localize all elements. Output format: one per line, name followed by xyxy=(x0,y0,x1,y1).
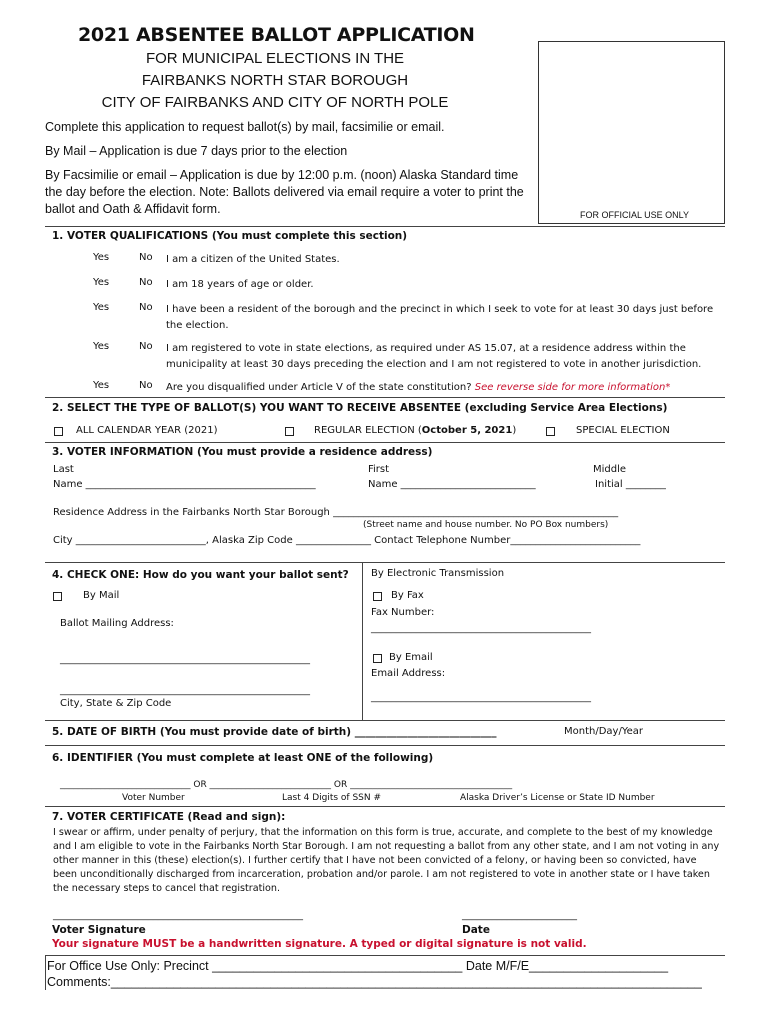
q3-text: I have been a resident of the borough and the precinct in which I seek to vote for at least 30 days just before the election. xyxy=(166,304,714,331)
first-name-field[interactable]: Name ___________________________ xyxy=(368,479,536,490)
divider xyxy=(45,442,725,443)
ssn-label: Last 4 Digits of SSN # xyxy=(282,793,382,803)
q5-no[interactable]: No xyxy=(139,380,153,391)
signature-line[interactable]: __________________________________________________ xyxy=(53,910,303,921)
city-zip-phone-field[interactable]: City __________________________, Alaska Zip Code _______________ Contact Telephone Number__________________________ xyxy=(53,535,641,546)
first-label: First xyxy=(368,464,390,475)
regular-election-date: October 5, 2021 xyxy=(421,425,513,436)
office-use-precinct: For Office Use Only: Precinct ____________________________________ Date M/F/E____________________ xyxy=(47,959,669,973)
footer-left-border xyxy=(45,955,46,990)
q2-text: I am 18 years of age or older. xyxy=(166,279,314,290)
q1-yes[interactable]: Yes xyxy=(93,252,110,263)
dob-format-label: Month/Day/Year xyxy=(564,726,643,737)
residence-note: (Street name and house number. No PO Box numbers) xyxy=(363,520,609,530)
voter-signature-label: Voter Signature xyxy=(52,924,146,936)
section-4-heading: 4. CHECK ONE: How do you want your ballot sent? xyxy=(52,569,349,581)
section-7-heading: 7. VOTER CERTIFICATE (Read and sign): xyxy=(52,811,286,823)
by-fax-label: By Fax xyxy=(391,590,424,601)
q5-note: See reverse side for more information* xyxy=(474,382,671,393)
q5-text xyxy=(166,380,726,396)
certificate-text: I swear or affirm, under penalty of perjury, that the information on this form is true, accurate, and complete to the best of my knowledge and I am eligible to vote in the Fairbanks North Star Borough. I am not requesting a ballot from any other state, and I am not voting in any other manner in this (these) election(s). I further certify that I have not been convicted of a felony, or having been so convicted, have been unconditionally discharged from incarceration, probation and/or parole. I am not registered to vote in another state or I have taken the necessary steps to cancel that registration. xyxy=(53,827,720,894)
by-mail-checkbox[interactable] xyxy=(53,592,62,601)
q2-yes[interactable]: Yes xyxy=(93,277,110,288)
middle-initial-field[interactable]: Initial ________ xyxy=(595,479,666,490)
section-5-heading[interactable]: 5. DATE OF BIRTH (You must provide date of birth) ___________________________ xyxy=(52,726,497,738)
q5-yes[interactable]: Yes xyxy=(93,380,110,391)
section-1-heading: 1. VOTER QUALIFICATIONS (You must complete this section) xyxy=(52,230,408,242)
residence-address-field[interactable]: Residence Address in the Fairbanks North Star Borough _________________________________________________________ xyxy=(53,507,619,518)
q1-text: I am a citizen of the United States. xyxy=(166,254,340,265)
city-state-zip-field[interactable]: __________________________________________________ xyxy=(60,685,310,696)
fax-number-label: Fax Number: xyxy=(371,607,435,618)
regular-election-checkbox[interactable] xyxy=(285,427,294,436)
special-election-checkbox[interactable] xyxy=(546,427,555,436)
divider xyxy=(45,955,725,956)
last-name-field[interactable]: Name ______________________________________________ xyxy=(53,479,316,490)
all-calendar-year-label: ALL CALENDAR YEAR (2021) xyxy=(76,425,218,436)
by-email-checkbox[interactable] xyxy=(373,654,382,663)
subtitle-line-2: FAIRBANKS NORTH STAR BOROUGH xyxy=(141,72,409,89)
form-title: 2021 ABSENTEE BALLOT APPLICATION xyxy=(78,24,475,46)
q4-yes[interactable]: Yes xyxy=(93,341,110,352)
q3-no[interactable]: No xyxy=(139,302,153,313)
q2-no[interactable]: No xyxy=(139,277,153,288)
q4-no[interactable]: No xyxy=(139,341,153,352)
subtitle-line-3: CITY OF FAIRBANKS AND CITY OF NORTH POLE xyxy=(101,94,449,111)
divider xyxy=(45,226,725,227)
last-label: Last xyxy=(53,464,74,475)
office-use-comments: Comments:_____________________________________________________________________________________ xyxy=(47,975,702,989)
date-label: Date xyxy=(462,924,490,936)
q3-yes[interactable]: Yes xyxy=(93,302,110,313)
intro-line-3: By Facsimilie or email – Application is due by 12:00 p.m. (noon) Alaska Standard time the day before the election. Note: Ballots delivered via email require a voter to print the ballot and Oath & Affidavit form. xyxy=(45,168,524,216)
divider xyxy=(45,720,725,721)
regular-election-suffix: ) xyxy=(512,425,517,436)
email-address-field[interactable]: ____________________________________________ xyxy=(371,692,591,703)
mailing-address-label: Ballot Mailing Address: xyxy=(60,618,174,629)
fax-number-field[interactable]: ____________________________________________ xyxy=(371,623,591,634)
date-line[interactable]: _______________________ xyxy=(462,910,577,921)
q5-question: Are you disqualified under Article V of the state constitution? xyxy=(166,382,472,393)
official-use-label: FOR OFFICIAL USE ONLY xyxy=(580,210,690,220)
city-state-zip-label: City, State & Zip Code xyxy=(60,698,172,709)
identifier-fields[interactable]: _____________________________ OR ___________________________ OR ____________________________________ xyxy=(60,780,513,790)
regular-election-prefix: REGULAR ELECTION ( xyxy=(314,425,422,436)
intro-line-1: Complete this application to request ballot(s) by mail, facsimilie or email. xyxy=(45,120,445,134)
q1-no[interactable]: No xyxy=(139,252,153,263)
section-6-heading: 6. IDENTIFIER (You must complete at least ONE of the following) xyxy=(52,752,434,764)
license-label: Alaska Driver’s License or State ID Number xyxy=(460,793,655,803)
signature-warning: Your signature MUST be a handwritten signature. A typed or digital signature is not valid. xyxy=(52,938,587,950)
section-4-divider xyxy=(362,562,363,720)
subtitle-line-1: FOR MUNICIPAL ELECTIONS IN THE xyxy=(145,50,405,67)
voter-number-label: Voter Number xyxy=(122,793,185,803)
intro-line-2: By Mail – Application is due 7 days prior to the election xyxy=(45,144,348,158)
middle-label: Middle xyxy=(593,464,627,475)
mailing-address-field[interactable]: __________________________________________________ xyxy=(60,654,310,665)
by-email-label: By Email xyxy=(389,652,433,663)
by-fax-checkbox[interactable] xyxy=(373,592,382,601)
all-calendar-year-checkbox[interactable] xyxy=(54,427,63,436)
electronic-transmission-label: By Electronic Transmission xyxy=(371,568,505,579)
section-2-heading: 2. SELECT THE TYPE OF BALLOT(S) YOU WANT TO RECEIVE ABSENTEE (excluding Service Area Elections) xyxy=(52,402,668,414)
section-3-heading: 3. VOTER INFORMATION (You must provide a residence address) xyxy=(52,446,433,458)
divider xyxy=(45,745,725,746)
divider xyxy=(45,397,725,398)
official-use-box xyxy=(538,41,725,224)
email-address-label: Email Address: xyxy=(371,668,446,679)
special-election-label: SPECIAL ELECTION xyxy=(576,425,670,436)
divider xyxy=(45,806,725,807)
regular-election-label xyxy=(314,425,516,436)
by-mail-label: By Mail xyxy=(83,590,120,601)
q4-text: I am registered to vote in state elections, as required under AS 15.07, at a residence address within the municipality at least 30 days preceding the election and I am not registered to vote in another jurisdiction. xyxy=(166,343,702,370)
divider xyxy=(45,562,725,563)
